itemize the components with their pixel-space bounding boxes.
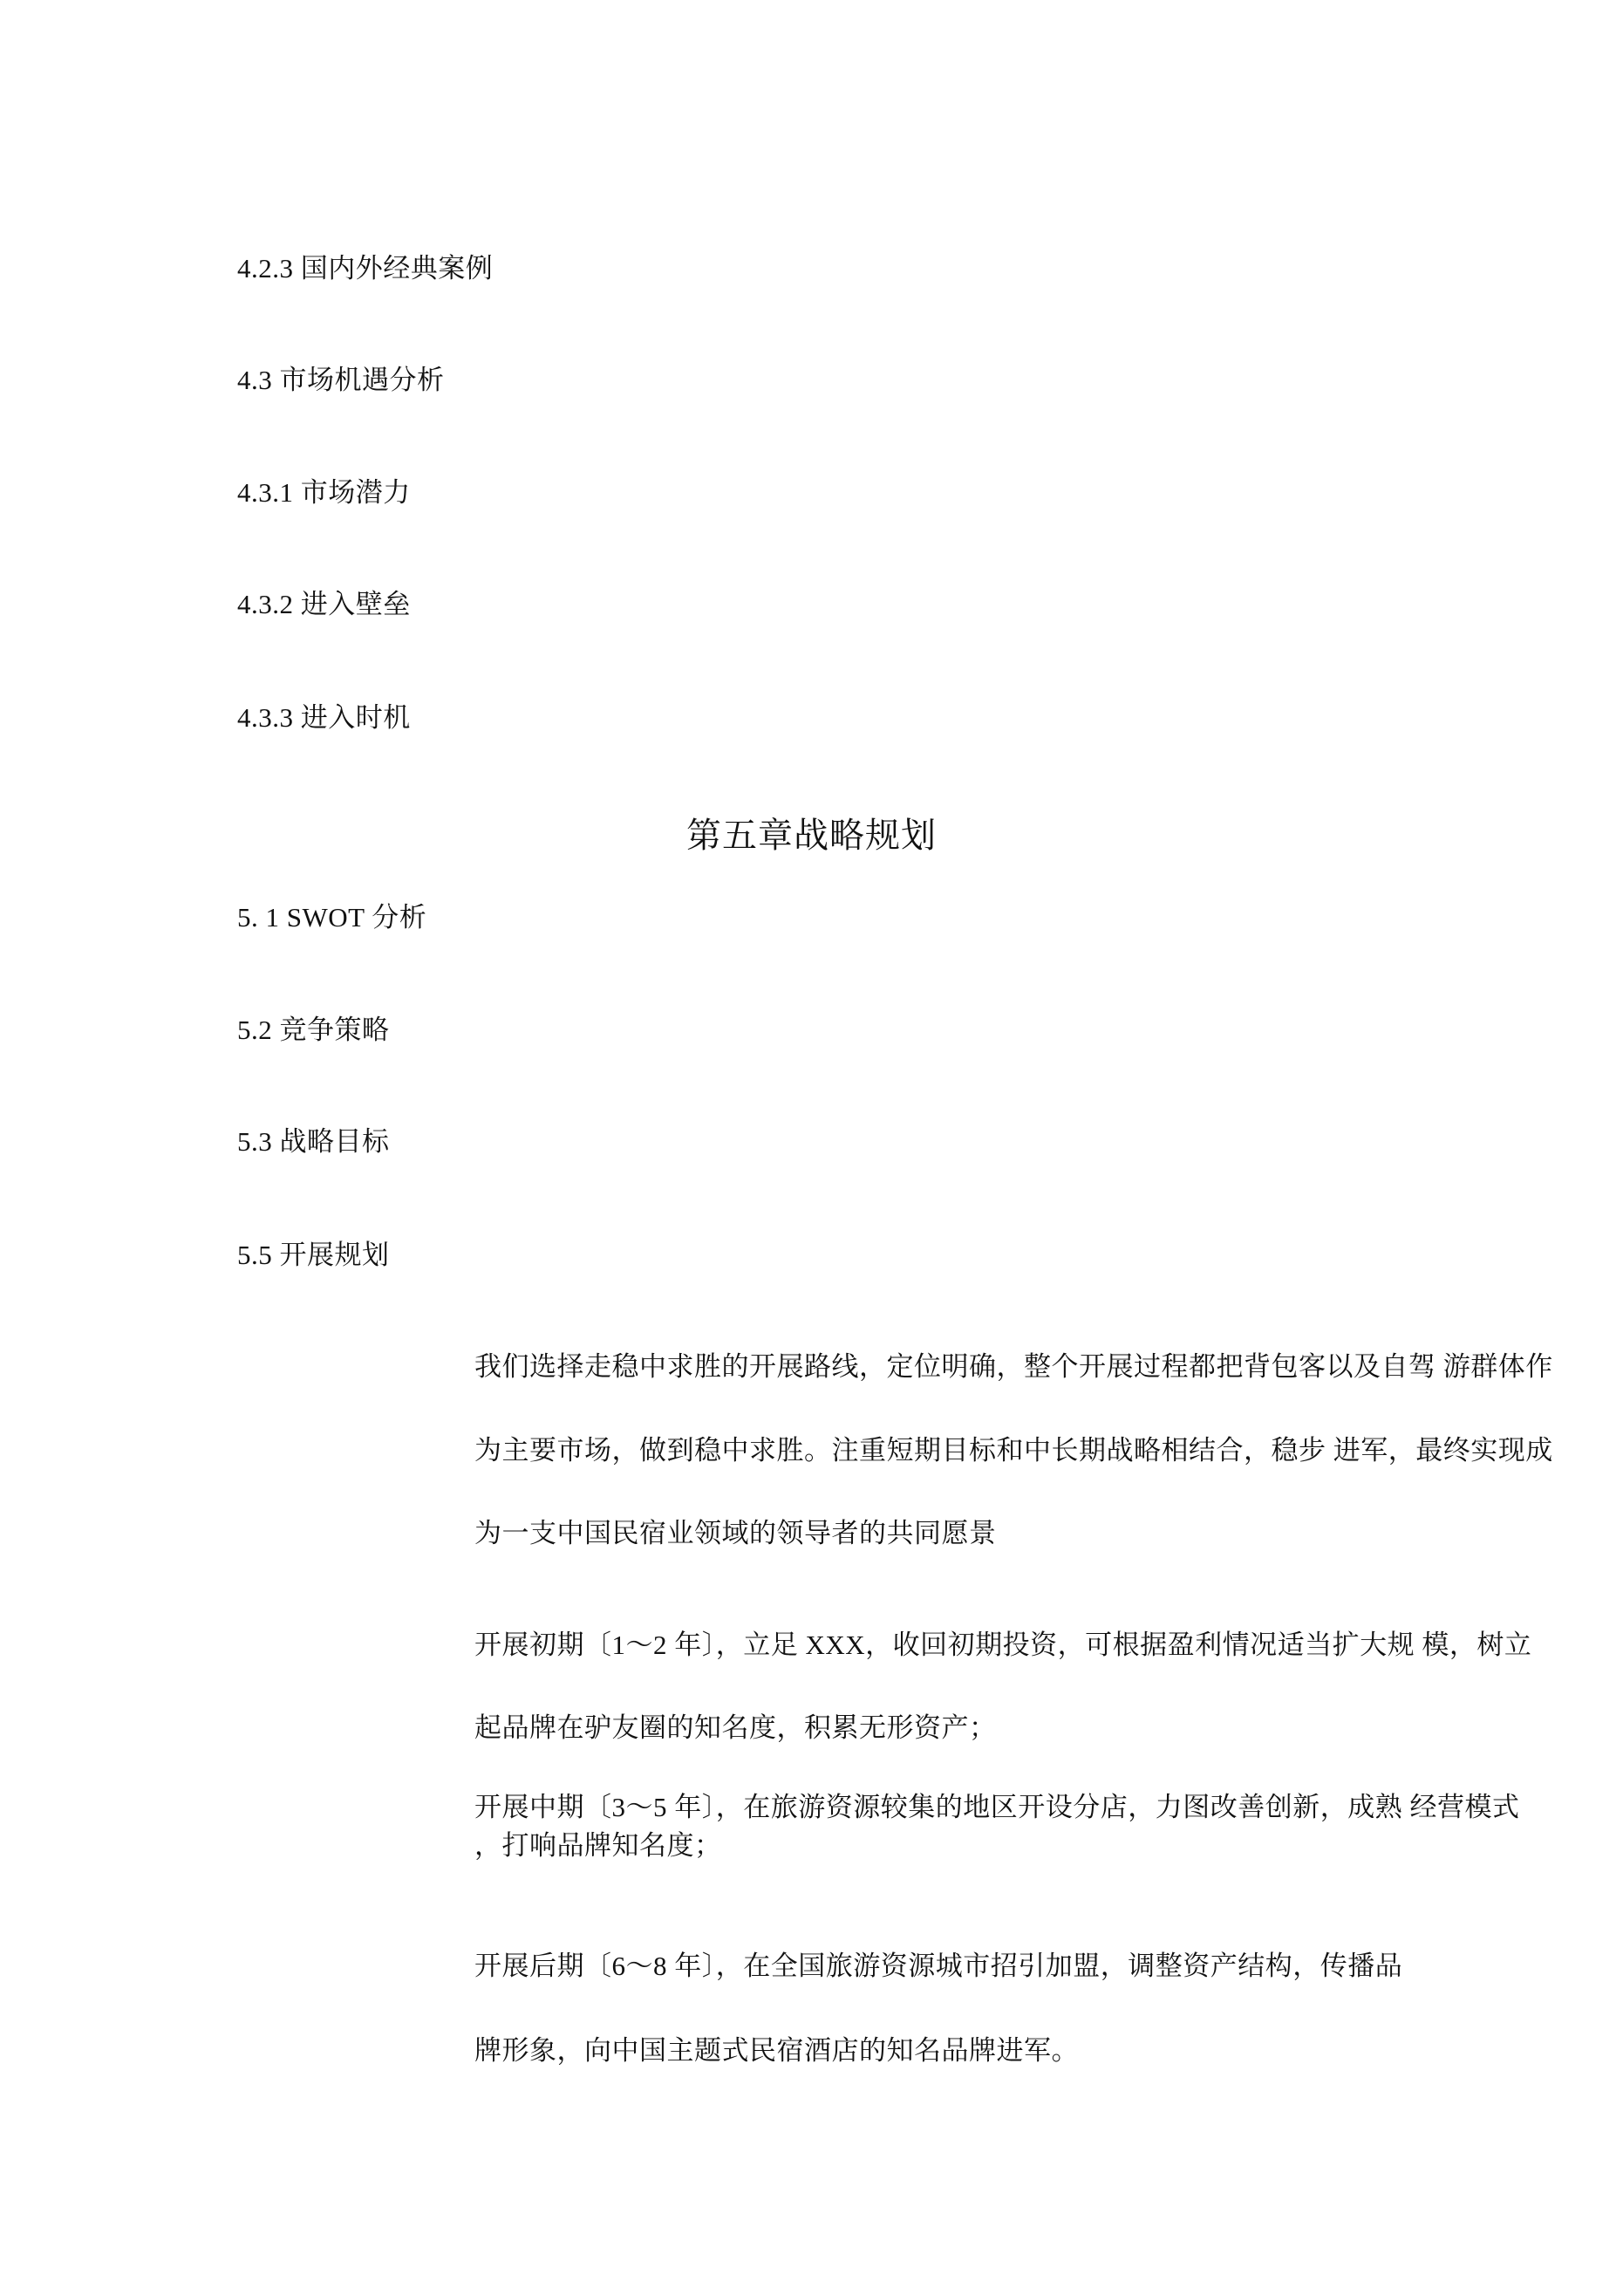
heading-4-3-3: 4.3.3 进入时机 (237, 702, 411, 733)
heading-5-3: 5.3 战略目标 (237, 1126, 390, 1157)
paragraph-line: 为主要市场，做到稳中求胜。注重短期目标和中长期战略相结合，稳步 进军，最终实现成 (474, 1435, 1553, 1466)
paragraph-line: ，打响品牌知名度； (474, 1830, 722, 1861)
chapter-title: 第五章战略规划 (686, 816, 937, 855)
paragraph-line: 牌形象，向中国主题式民宿酒店的知名品牌进军。 (474, 2035, 1079, 2066)
heading-4-3: 4.3 市场机遇分析 (237, 365, 445, 395)
paragraph-line: 起品牌在驴友圈的知名度，积累无形资产； (474, 1712, 997, 1743)
heading-4-3-1: 4.3.1 市场潜力 (237, 477, 411, 508)
heading-5-1: 5. 1 SWOT 分析 (237, 902, 427, 933)
heading-4-2-3: 4.2.3 国内外经典案例 (237, 253, 494, 284)
paragraph-line: 开展中期〔3〜5 年〕，在旅游资源较集的地区开设分店，力图改善创新，成熟 经营模式 (474, 1792, 1520, 1822)
heading-5-2: 5.2 竞争策略 (237, 1015, 390, 1045)
heading-5-5: 5.5 开展规划 (237, 1240, 390, 1270)
heading-4-3-2: 4.3.2 进入壁垒 (237, 589, 411, 619)
paragraph-line: 我们选择走稳中求胜的开展路线，定位明确，整个开展过程都把背包客以及自驾 游群体作 (474, 1351, 1553, 1382)
paragraph-line: 开展初期〔1〜2 年〕，立足 XXX，收回初期投资，可根据盈利情况适当扩大规 模，树立 (474, 1630, 1532, 1660)
paragraph-line: 为一支中国民宿业领域的领导者的共同愿景 (474, 1518, 997, 1548)
paragraph-line: 开展后期〔6〜8 年〕，在全国旅游资源城市招引加盟，调整资产结构，传播品 (474, 1951, 1403, 1981)
